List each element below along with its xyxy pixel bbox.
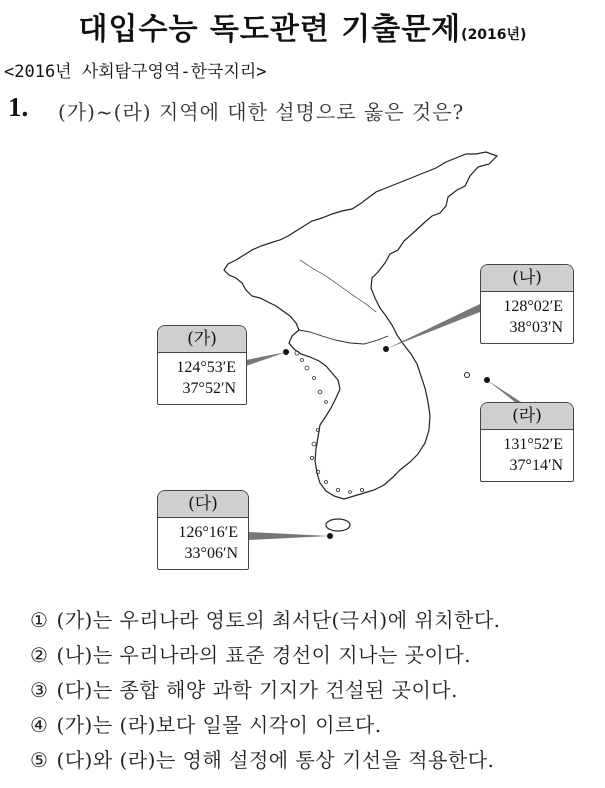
option-4-text: (가)는 (라)보다 일몰 시각이 이르다.: [56, 713, 382, 737]
label-da-lon: 126°16′E: [178, 524, 238, 541]
border-line: [299, 330, 388, 344]
label-ga-lon: 124°53′E: [176, 359, 236, 376]
option-2-number: ②: [30, 643, 49, 667]
leader-da: [248, 532, 330, 540]
exam-subtitle: <2016년 사회탐구영역-한국지리>: [4, 62, 267, 82]
option-5-number: ⑤: [30, 748, 49, 772]
option-2-text: (나)는 우리나라의 표준 경선이 지나는 곳이다.: [56, 643, 471, 667]
jeju-island: [326, 519, 350, 531]
option-5[interactable]: [30, 743, 501, 778]
question-number: 1.: [8, 92, 29, 122]
title-text: 대입수능 독도관련 기출문제: [78, 12, 462, 47]
label-da-name: (다): [158, 491, 248, 518]
page-title: [0, 4, 605, 48]
ulleungdo-island: [465, 373, 470, 378]
label-ga: [157, 325, 247, 405]
option-1[interactable]: [30, 603, 501, 638]
label-ra-name: (라): [481, 403, 573, 430]
west-islands: [295, 351, 364, 493]
option-4-number: ④: [30, 713, 49, 737]
label-da-lat: 33°06′N: [184, 545, 238, 562]
leader-ra: [487, 380, 521, 402]
answer-options: [30, 603, 501, 778]
option-4[interactable]: [30, 708, 501, 743]
option-2[interactable]: [30, 638, 501, 673]
option-3[interactable]: [30, 673, 501, 708]
option-5-text: (다)와 (라)는 영해 설정에 통상 기선을 적용한다.: [56, 748, 495, 772]
korea-map-figure: [0, 140, 605, 610]
option-1-number: ①: [30, 608, 49, 632]
korea-map: [0, 140, 605, 610]
label-da: [157, 490, 249, 570]
option-3-text: (다)는 종합 해양 과학 기지가 건설된 곳이다.: [56, 678, 458, 702]
label-na-name: (나): [481, 265, 573, 292]
leader-ga: [246, 352, 286, 366]
title-year: (2016년): [461, 27, 527, 43]
river-line: [300, 260, 376, 312]
label-ra-lat: 37°14′N: [509, 457, 563, 474]
question-text: (가)~(라) 지역에 대한 설명으로 옳은 것은?: [58, 100, 465, 124]
label-ra-lon: 131°52′E: [503, 436, 563, 453]
label-na-lon: 128°02′E: [503, 298, 563, 315]
option-1-text: (가)는 우리나라 영토의 최서단(극서)에 위치한다.: [56, 608, 501, 632]
option-3-number: ③: [30, 678, 49, 702]
peninsula-outline: [224, 152, 497, 499]
label-ra: [480, 402, 574, 482]
leader-na: [386, 304, 480, 349]
label-na: [480, 264, 574, 344]
label-ga-lat: 37°52′N: [182, 380, 236, 397]
label-ga-name: (가): [158, 326, 246, 353]
label-na-lat: 38°03′N: [509, 319, 563, 336]
